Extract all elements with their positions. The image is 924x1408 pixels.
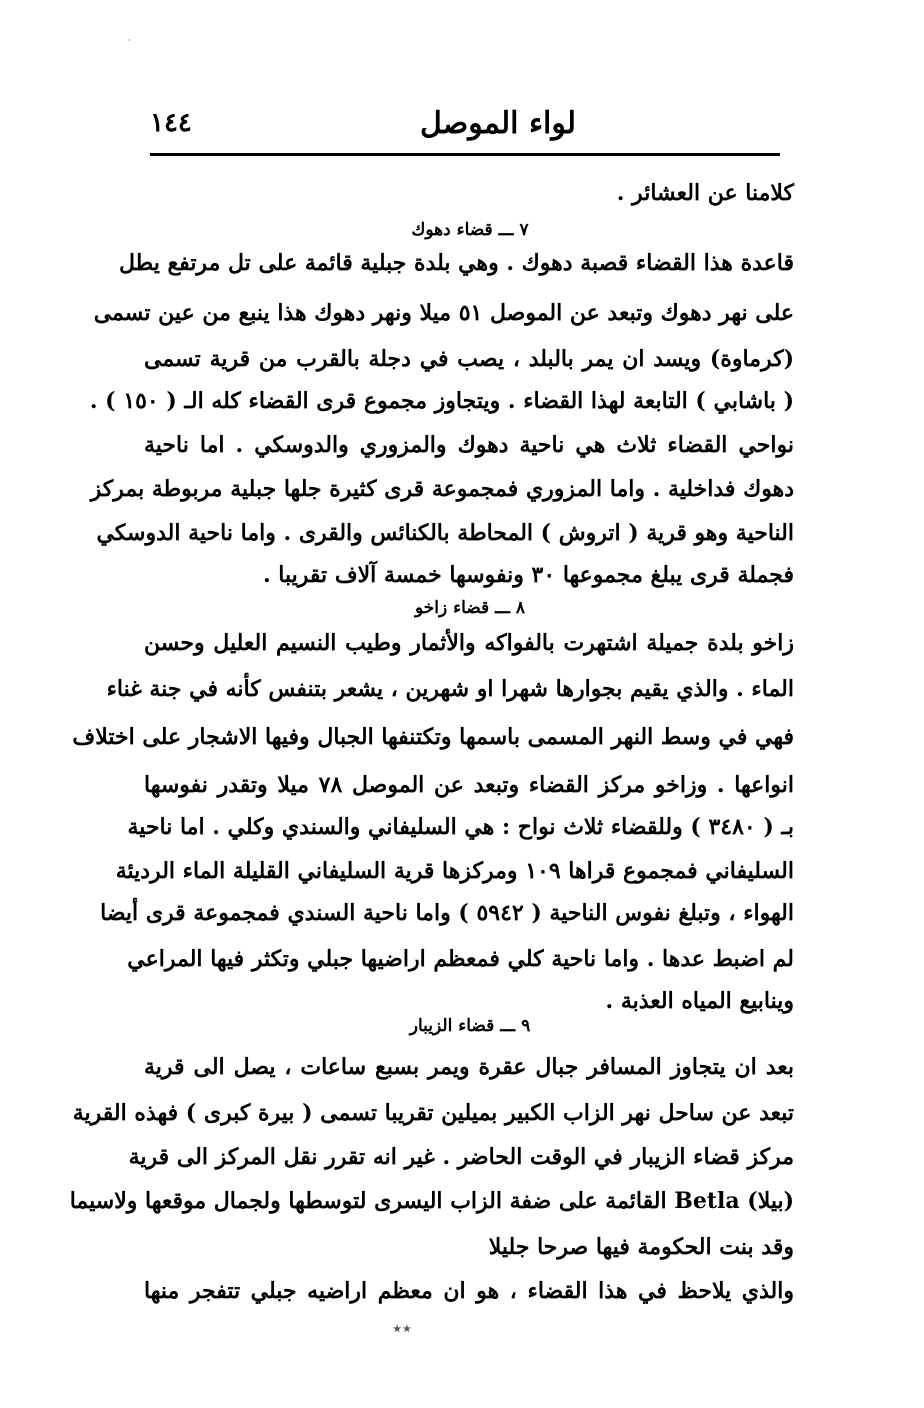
text-line: والذي يلاحظ في هذا القضاء ، هو ان معظم اراضيه جبلي تتفجر منها xyxy=(144,1278,794,1304)
text-line: نواحي القضاء ثلاث هي ناحية دهوك والمزوري والدوسكي . اما ناحية xyxy=(144,432,794,458)
page-number: ١٤٤ xyxy=(150,108,192,138)
text-line: على نهر دهوك وتبعد عن الموصل ٥١ ميلا ونهر دهوك هذا ينبع من عين تسمى xyxy=(93,300,794,326)
text-line: الماء . والذي يقيم بجوارها شهرا او شهرين ، يشعر بتنفس كأنه في جنة غناء xyxy=(106,676,794,702)
text-line: فجملة قرى يبلغ مجموعها ٣٠ ونفوسها خمسة آلاف تقريبا . xyxy=(262,562,794,588)
text-line: بـ ( ٣٤٨٠ ) وللقضاء ثلاث نواح : هي السليفاني والسندي وكلي . اما ناحية xyxy=(127,814,794,840)
library-stamp: ٭٭ xyxy=(392,1318,412,1339)
text-line: الهواء ، وتبلغ نفوس الناحية ( ٥٩٤٢ ) واما ناحية السندي فمجموعة قرى أيضا xyxy=(100,900,794,926)
text-line: تبعد عن ساحل نهر الزاب الكبير بميلين تقريبا تسمى ( بيرة كبرى ) فهذه القرية xyxy=(72,1100,794,1126)
text-line: لم اضبط عدها . واما ناحية كلي فمعظم اراضيها جبلي وتكثر فيها المراعي xyxy=(127,946,794,972)
section-heading-zakho: ٨ ـــ قضاء زاخو xyxy=(414,598,526,618)
text-line: انواعها . وزاخو مركز القضاء وتبعد عن الموصل ٧٨ ميلا وتقدر نفوسها xyxy=(144,772,794,798)
text-line: السليفاني فمجموع قراها ١٠٩ ومركزها قرية السليفاني القليلة الماء الرديئة xyxy=(115,858,794,884)
running-title: لواء الموصل xyxy=(420,106,577,141)
text-line: فهي في وسط النهر المسمى باسمها وتكتنفها الجبال وفيها الاشجار على اختلاف xyxy=(72,724,794,750)
text-line: (كرماوة) ويسد ان يمر بالبلد ، يصب في دجلة بالقرب من قرية تسمى xyxy=(144,346,794,372)
text-line: قاعدة هذا القضاء قصبة دهوك . وهي بلدة جبلية قائمة على تل مرتفع يطل xyxy=(118,250,794,276)
text-line: مركز قضاء الزيبار في الوقت الحاضر . غير انه تقرر نقل المركز الى قرية xyxy=(128,1144,794,1170)
section-heading-zibar: ٩ ـــ قضاء الزيبار xyxy=(409,1016,531,1036)
text-line: وقد بنت الحكومة فيها صرحا جليلا xyxy=(488,1234,794,1260)
text-line: ( باشابي ) التابعة لهذا القضاء . ويتجاوز مجموع قرى القضاء كله الـ ( ١٥٠ ) . xyxy=(89,388,794,414)
section-heading-dohuk: ٧ ـــ قضاء دهوك xyxy=(411,220,529,240)
text-line: (بيلا) Betla القائمة على ضفة الزاب اليسرى لتوسطها ولجمال موقعها ولاسيما xyxy=(69,1188,794,1214)
text-line: وينابيع المياه العذبة . xyxy=(605,988,794,1014)
text-line: كلامنا عن العشائر . xyxy=(616,180,794,206)
page-header xyxy=(150,100,780,152)
text-line: زاخو بلدة جميلة اشتهرت بالفواكه والأثمار وطيب النسيم العليل وحسن xyxy=(144,630,794,656)
text-line: بعد ان يتجاوز المسافر جبال عقرة ويمر بسبع ساعات ، يصل الى قرية xyxy=(144,1054,794,1080)
header-rule xyxy=(150,153,780,156)
text-line: الناحية وهو قرية ( اتروش ) المحاطة بالكنائس والقرى . واما ناحية الدوسكي xyxy=(96,520,794,546)
scan-speck: · xyxy=(128,36,131,45)
text-line: دهوك فداخلية . واما المزوري فمجموعة قرى كثيرة جلها جبلية مربوطة بمركز xyxy=(90,476,794,502)
